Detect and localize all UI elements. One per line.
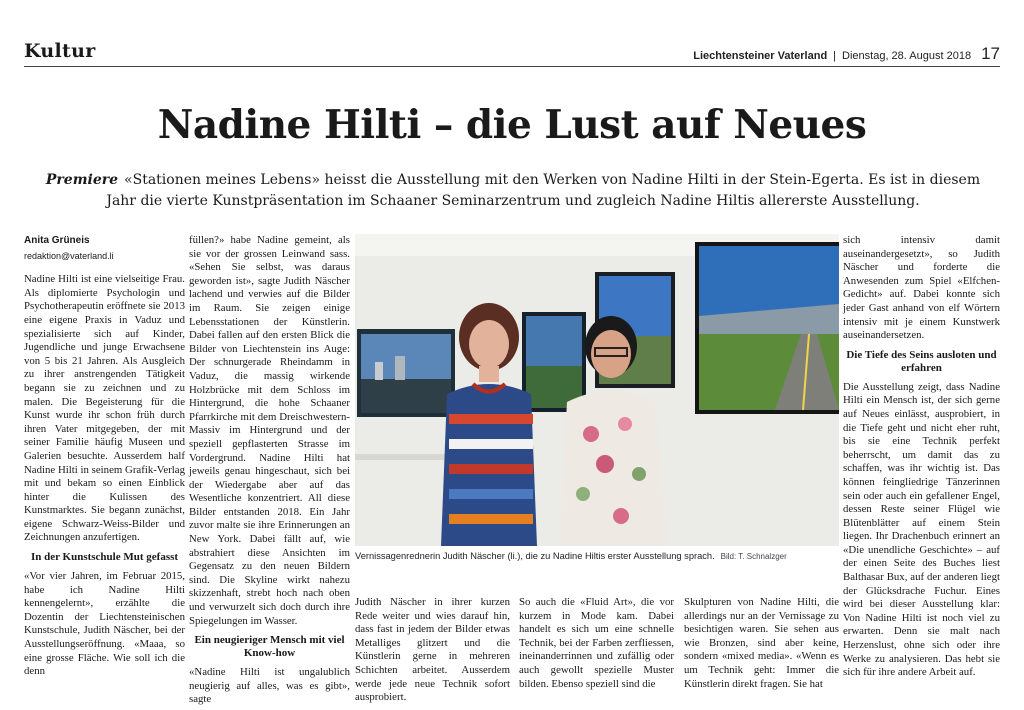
exhibition-photo-illustration — [355, 234, 839, 546]
paragraph: Judith Näscher in ihrer kurzen Rede weiter und wies darauf hin, dass fast in jedem der Bilder etwas Metalliges glitzert und die Künstlerin gerne in mehreren Schichten arbeitet. Ausserdem werde jede neue Technik sofort ausprobiert. — [355, 596, 510, 704]
article-headline: Nadine Hilti – die Lust auf Neues — [157, 102, 867, 148]
painting-left — [357, 329, 455, 417]
text-column-2 — [189, 234, 350, 710]
paragraph: «Nadine Hilti ist ungalublich neugierig auf alles, was es gibt», sagte — [189, 666, 350, 706]
painting-middle — [522, 312, 586, 412]
paragraph: «Vor vier Jahren, im Februar 2015, habe ich Nadine Hilti kennengelernt», erzählte die Dozentin der Liechtensteinischen Kunstschule, Judith Näscher, bei der Ausstellungseröffnung. «Maaa, so eine grosse Fläche. Wie soll ich die denn — [24, 570, 185, 678]
article-lead — [38, 170, 988, 212]
text-column-5 — [684, 596, 839, 691]
caption-text: Vernissagenrednerin Judith Näscher (li.), die zu Nadine Hiltis erster Ausstellung sprach. — [355, 551, 715, 561]
paragraph: So auch die «Fluid Art», die vor kurzem in Mode kam. Dabei handelt es sich um eine schnelle Technik, bei der Farben zerfliessen, ineinanderrinnen und zufällig oder auch gewollt spezielle Muster bilden. Ebenso speziell sind die — [519, 596, 674, 690]
subheading: Ein neugieriger Mensch mit viel Know-how — [194, 634, 345, 660]
paragraph: füllen?» habe Nadine gemeint, als sie vor der grossen Leinwand sass. «Sehen Sie selbst, was daraus geworden ist», sagte Judith Näscher lachend und verwies auf die Bilder im Raum. Sie zeigen einige Lebensstationen der Künstlerin. Dabei fallen auf den ersten Blick die Bilder von Liechtenstein ins Auge: Der schnurgerade Rheindamm in Vaduz, die massig wirkende Holzbrücke mit dem Schloss im Hintergrund, die hohe Schaaner Pfarrkirche mit dem Dreischwestern-Massiv im Hintergrund und der speziell gepflasterten Strasse im Vordergrund. Nadine Hilti hat jeweils genau hingeschaut, sich bei der Wiedergabe aber auf das Wesentliche konzentriert. All diese Bilder entstanden 2018. Ein Jahr zuvor malte sie ihre Erinnerungen an New York. Dabei fällt auf, wie abstrahiert diese Ansichten im Gegensatz zu den neuen Bildern sind. Die Skyline wirkt nahezu skizzenhaft, strebt hoch nach oben und verwurzelt sich doch durch ihre Spiegelungen im Wasser. — [189, 234, 350, 627]
issue-date: Dienstag, 28. August 2018 — [842, 50, 972, 62]
newspaper-name: Liechtensteiner Vaterland — [693, 50, 828, 62]
section-title: Kultur — [24, 40, 96, 62]
subheading: Die Tiefe des Seins ausloten und erfahren — [846, 348, 997, 374]
text-column-3 — [355, 596, 510, 705]
photo-credit: Bild: T. Schnalzger — [720, 552, 787, 561]
header-rule — [24, 66, 1000, 67]
text-column-4 — [519, 596, 674, 691]
subheading: In der Kunstschule Mut gefasst — [30, 551, 179, 564]
author-name: Anita Grüneis — [24, 235, 90, 246]
text-column-6 — [843, 234, 1000, 683]
masthead — [693, 44, 1000, 64]
page-number: 17 — [981, 44, 1000, 63]
masthead-separator: | — [833, 50, 837, 62]
paragraph: Nadine Hilti ist eine vielseitige Frau. Als diplomierte Psychologin und Psychotherapeutin eröffnete sie 2013 eine eigene Praxis in Vaduz und spezialisierte sich auf Kinder, Jugendliche und junge Erwachsene von 5 bis 21 Jahren. Als Ausgleich zu ihrer anstrengenden Tätigkeit begann sie zu zeichnen und zu malen. Die Begeisterung für die Kunst wurde ihr schon früh durch ihren Vater mitgegeben, der mit seiner Familie häufig Museen und Galerien besuchte. Ausserdem half Nadine Hilti in seinem Grafik-Verlag mit und bekam so einen Einblick hinter die Kulissen des Kunstmarktes. Sie begann zunächst, eigene Schwarz-Weiss-Bilder und Zeichnungen anzufertigen. — [24, 273, 185, 544]
text-column-1 — [24, 234, 185, 682]
paragraph: Die Ausstellung zeigt, dass Nadine Hilti ein Mensch ist, der sich gerne auf Neues einlässt, ausprobiert, in die Tiefe geht und nicht eher ruht, bis sie eine Technik perfekt beherrscht, um damit das zu schaffen, was ihr wichtig ist. Das können feingliedrige Tänzerinnen sein oder auch ein gefallener Engel, dessen Reste seiner Flügel wie Blütenblätter auf einem Stein liegen. Ihr Drachenbuch erinnert an «Die unendliche Geschichte» – auf der einen Seite des Buches liest Balthasar Bux, auf der anderen liegt der Glücksdrache Fuchur. Eines wird bei dieser Ausstellung klar: Von Nadine Hilti ist noch viel zu erwarten. Denn sie malt nach Herzenslust, ohne sich oder ihre Werke zu analysieren. Das hebt sie sich für ihre andere Arbeit auf. — [843, 380, 1000, 679]
photo-caption — [355, 551, 839, 561]
paragraph: sich intensiv damit auseinandergesetzt», so Judith Näscher und forderte die Anwesenden zum Spiel «Elfchen-Gedicht» auf. Dabei konnte sich jeder Gast anhand von elf Wörtern intensiv mit je einem Kunstwerk auseinandersetzen. — [843, 234, 1000, 342]
lead-text: «Stationen meines Lebens» heisst die Ausstellung mit den Werken von Nadine Hilti in der Stein-Egerta. Es ist in diesem Jahr die vierte Kunstpräsentation im Schaaner Seminarzentrum und zugleich Nadine Hiltis allererste Ausstellung. — [106, 172, 981, 209]
painting-road — [695, 242, 839, 414]
article-photo — [355, 234, 839, 546]
author-email: redaktion@vaterland.li — [24, 250, 114, 261]
paragraph: Skulpturen von Nadine Hilti, die allerdings nur an der Vernissage zu besichtigen waren. Sie sehen aus wie Bronzen, sind aber keine, sondern «mixed media». «Wenn es um Technik geht: Immer die Künstlerin direkt fragen. Sie hat — [684, 596, 839, 690]
lead-kicker: Premiere — [45, 172, 119, 188]
